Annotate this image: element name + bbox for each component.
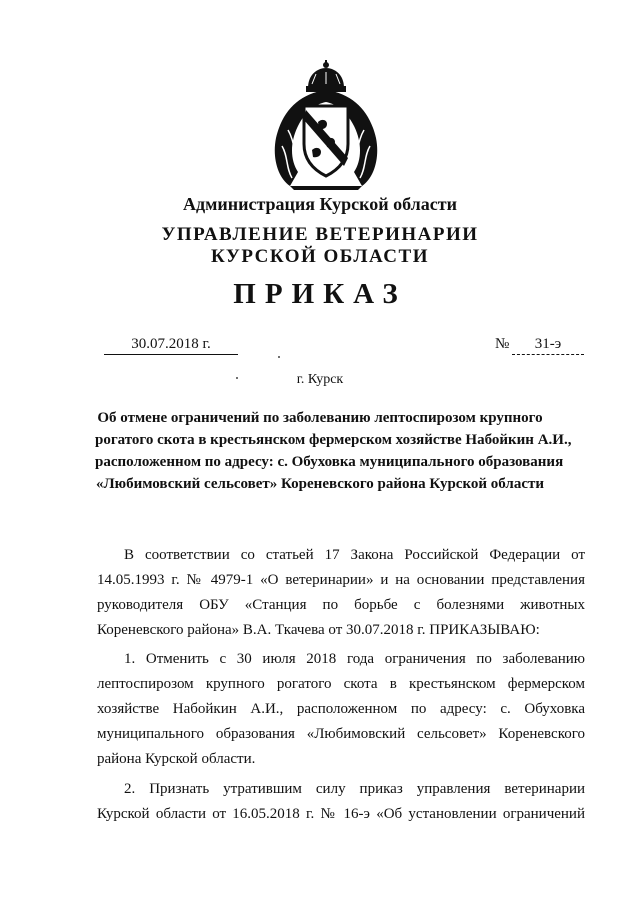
paragraph-item-1 bbox=[97, 647, 585, 772]
paragraph-item-2 bbox=[97, 777, 585, 827]
order-date: 30.07.2018 г. bbox=[104, 336, 238, 355]
title-line: расположенном по адресу: с. Обуховка муниципального образования bbox=[95, 454, 564, 470]
title-line: рогатого скота в крестьянском фермерском хозяйстве Набойкин А.И., bbox=[95, 432, 572, 448]
text-line: В соответствии со статьей 17 Закона Российской Федерации от bbox=[124, 547, 585, 563]
document-type-heading: ПРИКАЗ bbox=[233, 278, 407, 310]
scan-speck bbox=[278, 356, 280, 358]
text-line: 1. Отменить с 30 июля 2018 года ограничения по заболеванию bbox=[124, 651, 585, 667]
order-number: 31-э bbox=[512, 336, 584, 355]
text-line: 14.05.1993 г. № 4979-1 «О ветеринарии» и на основании представления bbox=[97, 572, 585, 588]
text-line: Курской области от 16.05.2018 г. № 16-э «Об установлении ограничений bbox=[97, 806, 585, 822]
kursk-coat-of-arms-icon bbox=[268, 60, 384, 192]
title-line: Об отмене ограничений по заболеванию лептоспирозом крупного bbox=[97, 410, 543, 426]
text-line: 2. Признать утратившим силу приказ управления ветеринарии bbox=[124, 781, 585, 797]
text-line: Кореневского района» В.А. Ткачева от 30.07.2018 г. ПРИКАЗЫВАЮ: bbox=[97, 622, 540, 638]
department-name-line1: УПРАВЛЕНИЕ ВЕТЕРИНАРИИ bbox=[161, 224, 479, 245]
text-line: лептоспирозом крупного рогатого скота в крестьянском фермерском bbox=[97, 676, 585, 692]
city: г. Курск bbox=[296, 372, 344, 387]
order-title bbox=[95, 407, 572, 495]
order-number-label: № bbox=[495, 336, 510, 352]
title-line: «Любимовский сельсовет» Кореневского района Курской области bbox=[96, 476, 544, 492]
text-line: района Курской области. bbox=[97, 751, 256, 767]
department-name-line2: КУРСКОЙ ОБЛАСТИ bbox=[211, 246, 429, 267]
paragraph-preamble bbox=[97, 543, 585, 643]
text-line: хозяйстве Набойкин А.И., расположенном по адресу: с. Обуховка bbox=[97, 701, 585, 717]
text-line: руководителя ОБУ «Станция по борьбе с болезнями животных bbox=[97, 597, 585, 613]
text-line: муниципального образования «Любимовский сельсовет» Кореневского bbox=[97, 726, 585, 742]
organization-name: Администрация Курской области bbox=[183, 194, 457, 214]
scan-speck bbox=[236, 377, 238, 379]
